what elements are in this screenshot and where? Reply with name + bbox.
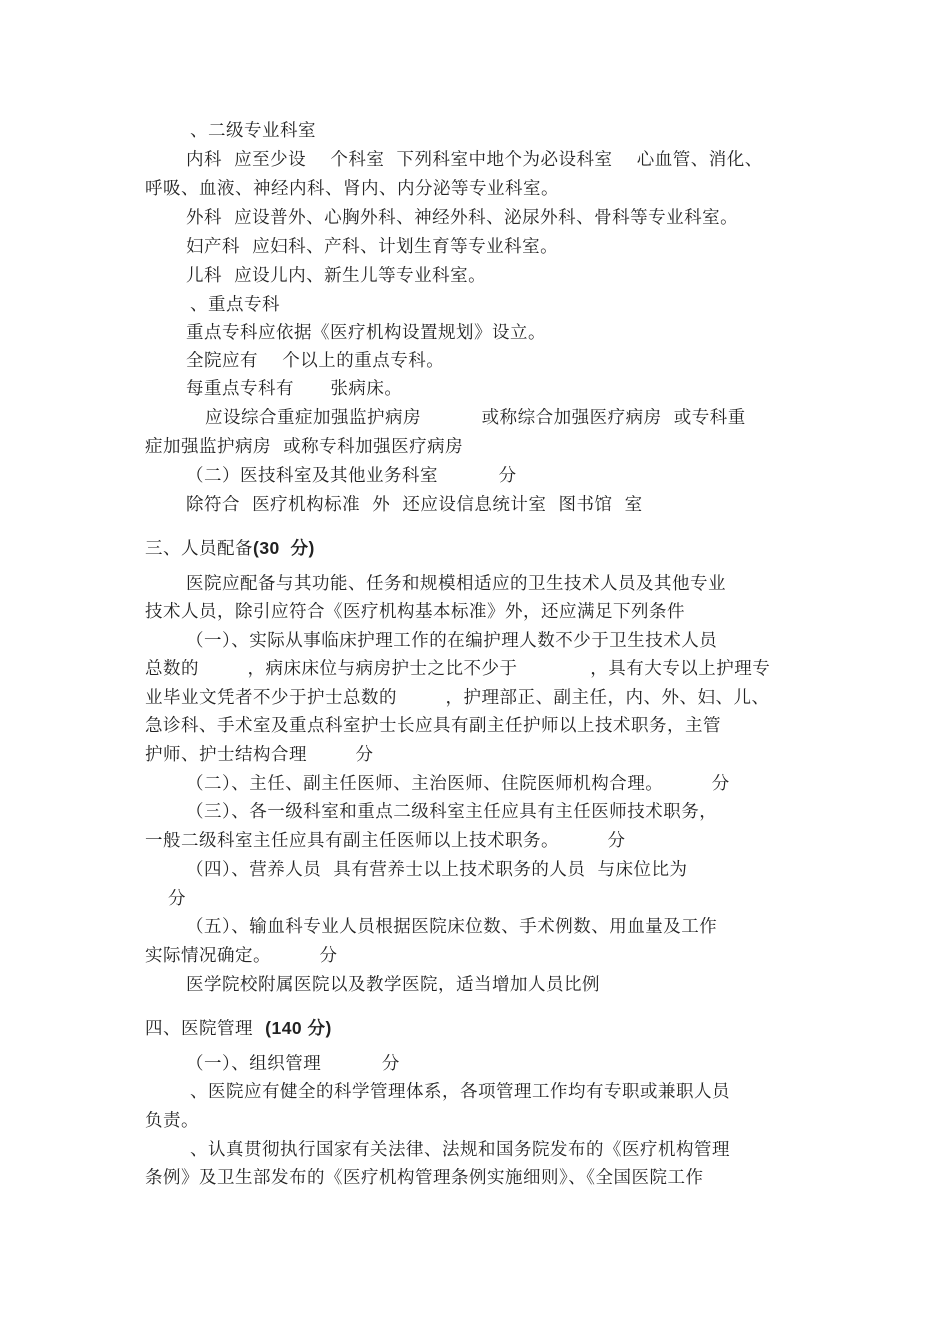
text-line: 重点专科应依据《医疗机构设置规划》设立。	[186, 323, 546, 343]
text-line: 外科 应设普外、心胸外科、神经外科、泌尿外科、骨科等专业科室。	[186, 208, 739, 228]
section-heading-text: 三、人员配备	[145, 539, 253, 559]
section-heading	[145, 537, 315, 560]
section-heading-text: 四、医院管理	[145, 1019, 266, 1039]
text-line: （三）、各一级科室和重点二级科室主任应具有主任医师技术职务，	[186, 802, 718, 822]
text-line: （一）、组织管理 分	[186, 1054, 400, 1074]
text-line: （二）医技科室及其他业务科室 分	[186, 466, 517, 486]
text-line: 全院应有 个以上的重点专科。	[186, 351, 445, 371]
text-line: 业毕业文凭者不少于护士总数的 ，护理部正、副主任，内、外、妇、儿、	[145, 688, 770, 708]
text-line: 、认真贯彻执行国家有关法律、法规和国务院发布的《医疗机构管理	[190, 1140, 730, 1160]
text-line: （五）、输血科专业人员根据医院床位数、手术例数、用血量及工作	[186, 917, 718, 937]
text-line: 儿科 应设儿内、新生儿等专业科室。	[186, 266, 487, 286]
text-line: 分	[168, 889, 186, 909]
text-line: 、重点专科	[190, 295, 280, 315]
text-line: 医学院校附属医院以及教学医院，适当增加人员比例	[186, 975, 600, 995]
text-line: 实际情况确定。 分	[145, 946, 338, 966]
text-line: 条例》及卫生部发布的《医疗机构管理条例实施细则》、《全国医院工作	[145, 1168, 704, 1188]
text-line: （二）、主任、副主任医师、主治医师、住院医师机构合理。 分	[186, 774, 730, 794]
text-line: 、医院应有健全的科学管理体系，各项管理工作均有专职或兼职人员	[190, 1082, 730, 1102]
text-line: 急诊科、手术室及重点科室护士长应具有副主任护师以上技术职务，主管	[145, 716, 721, 736]
text-line: 妇产科 应妇科、产科、计划生育等专业科室。	[186, 237, 559, 257]
text-line: （一）、实际从事临床护理工作的在编护理人数不少于卫生技术人员	[186, 631, 718, 651]
section-heading-points: (140 分)	[265, 1018, 332, 1038]
text-line: 每重点专科有 张病床。	[186, 379, 403, 399]
text-line: 医院应配备与其功能、任务和规模相适应的卫生技术人员及其他专业	[186, 574, 726, 594]
section-heading-points: (30 分)	[253, 538, 315, 558]
text-line: 应设综合重症加强监护病房 或称综合加强医疗病房 或专科重	[205, 408, 746, 428]
text-line: 内科 应至少设 个科室 下列科室中地个为必设科室 心血管、消化、	[186, 150, 763, 170]
text-line: 一般二级科室主任应具有副主任医师以上技术职务。 分	[145, 831, 626, 851]
text-line: 除符合 医疗机构标准 外 还应设信息统计室 图书馆 室	[186, 495, 643, 515]
text-line: 症加强监护病房 或称专科加强医疗病房	[145, 437, 464, 457]
text-line: 、二级专业科室	[190, 121, 316, 141]
text-line: 总数的 ，病床床位与病房护士之比不少于 ，具有大专以上护理专	[145, 659, 771, 679]
text-line: 护师、护士结构合理 分	[145, 745, 374, 765]
section-heading	[145, 1017, 332, 1040]
text-line: 呼吸、血液、神经内科、肾内、内分泌等专业科室。	[145, 179, 559, 199]
text-line: （四）、营养人员 具有营养士以上技术职务的人员 与床位比为	[186, 860, 688, 880]
text-line: 负责。	[145, 1111, 199, 1131]
text-line: 技术人员，除引应符合《医疗机构基本标准》外，还应满足下列条件	[145, 602, 685, 622]
